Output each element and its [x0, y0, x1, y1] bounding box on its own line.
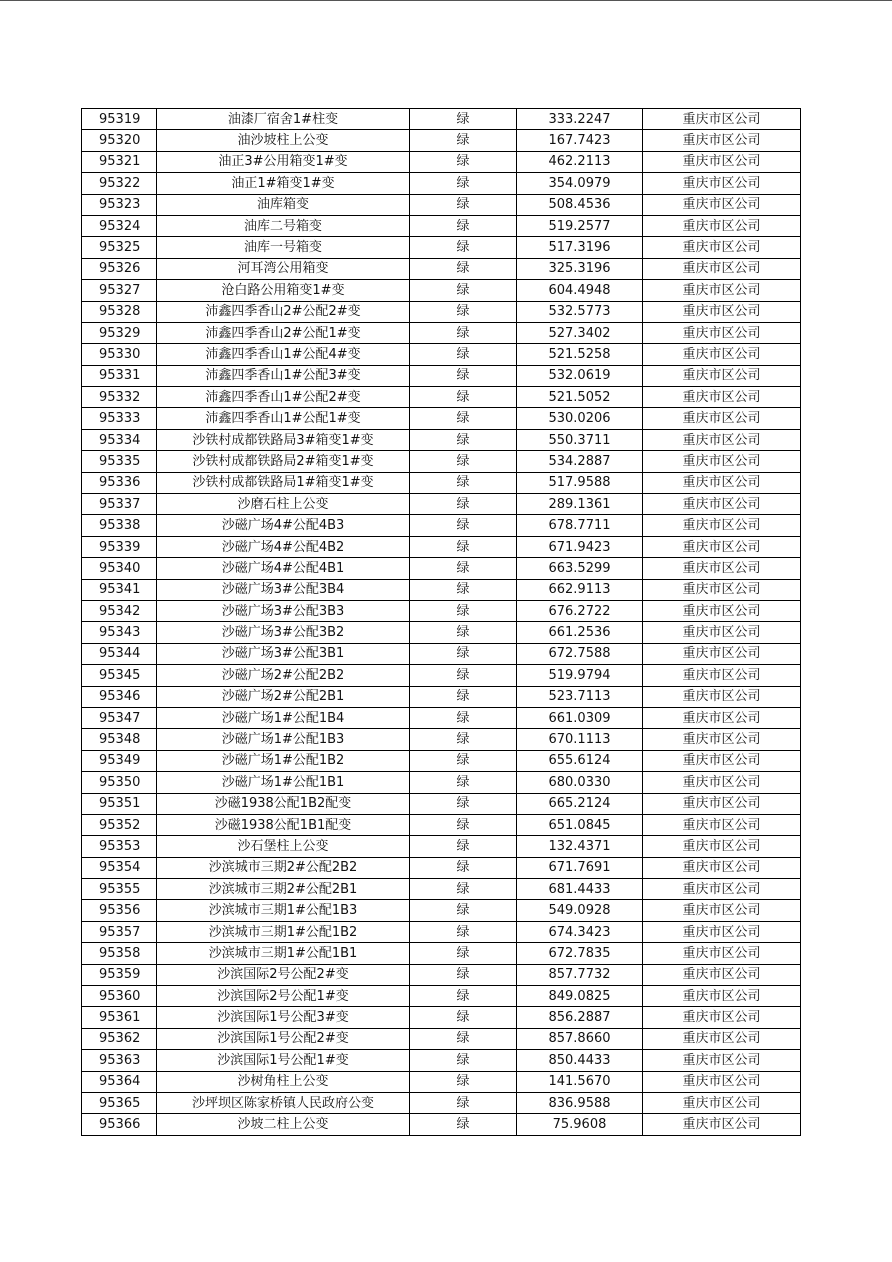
table-row	[82, 515, 801, 536]
table-row	[82, 707, 801, 728]
cell-value: 132.4371	[517, 836, 643, 857]
cell-name: 油库箱变	[157, 194, 410, 215]
cell-company: 重庆市区公司	[643, 536, 801, 557]
cell-name: 沛鑫四季香山2#公配1#变	[157, 322, 410, 343]
cell-name: 沙磁广场1#公配1B1	[157, 772, 410, 793]
cell-company: 重庆市区公司	[643, 173, 801, 194]
cell-name: 油库一号箱变	[157, 237, 410, 258]
table-row	[82, 215, 801, 236]
cell-value: 354.0979	[517, 173, 643, 194]
cell-color: 绿	[410, 686, 517, 707]
table-row	[82, 1028, 801, 1049]
cell-name: 沙滨城市三期1#公配1B2	[157, 921, 410, 942]
cell-name: 沙铁村成都铁路局3#箱变1#变	[157, 429, 410, 450]
cell-value: 75.9608	[517, 1114, 643, 1135]
cell-name: 沙磁广场2#公配2B2	[157, 665, 410, 686]
table-row	[82, 750, 801, 771]
cell-value: 651.0845	[517, 814, 643, 835]
cell-id: 95335	[82, 451, 157, 472]
table-row	[82, 494, 801, 515]
cell-name: 沛鑫四季香山1#公配3#变	[157, 365, 410, 386]
table-row	[82, 258, 801, 279]
cell-id: 95352	[82, 814, 157, 835]
cell-id: 95340	[82, 558, 157, 579]
cell-name: 油正3#公用箱变1#变	[157, 151, 410, 172]
cell-id: 95366	[82, 1114, 157, 1135]
cell-company: 重庆市区公司	[643, 558, 801, 579]
cell-value: 519.9794	[517, 665, 643, 686]
cell-company: 重庆市区公司	[643, 494, 801, 515]
table-row	[82, 109, 801, 130]
cell-company: 重庆市区公司	[643, 814, 801, 835]
table-row	[82, 451, 801, 472]
cell-color: 绿	[410, 344, 517, 365]
cell-name: 沙磁1938公配1B1配变	[157, 814, 410, 835]
cell-color: 绿	[410, 772, 517, 793]
cell-company: 重庆市区公司	[643, 130, 801, 151]
cell-color: 绿	[410, 515, 517, 536]
cell-color: 绿	[410, 900, 517, 921]
cell-name: 沙树角柱上公变	[157, 1071, 410, 1092]
cell-company: 重庆市区公司	[643, 515, 801, 536]
cell-name: 沙磁广场4#公配4B3	[157, 515, 410, 536]
cell-id: 95361	[82, 1007, 157, 1028]
table-row	[82, 921, 801, 942]
table-row	[82, 579, 801, 600]
cell-company: 重庆市区公司	[643, 579, 801, 600]
cell-color: 绿	[410, 943, 517, 964]
table-row	[82, 151, 801, 172]
cell-id: 95362	[82, 1028, 157, 1049]
cell-company: 重庆市区公司	[643, 707, 801, 728]
cell-company: 重庆市区公司	[643, 964, 801, 985]
cell-color: 绿	[410, 1071, 517, 1092]
cell-company: 重庆市区公司	[643, 622, 801, 643]
cell-id: 95344	[82, 643, 157, 664]
cell-value: 857.8660	[517, 1028, 643, 1049]
cell-name: 沙磁广场2#公配2B1	[157, 686, 410, 707]
cell-value: 530.0206	[517, 408, 643, 429]
cell-id: 95364	[82, 1071, 157, 1092]
cell-color: 绿	[410, 322, 517, 343]
table-row	[82, 964, 801, 985]
cell-company: 重庆市区公司	[643, 793, 801, 814]
cell-color: 绿	[410, 130, 517, 151]
cell-company: 重庆市区公司	[643, 215, 801, 236]
table-row	[82, 536, 801, 557]
cell-id: 95345	[82, 665, 157, 686]
table-row	[82, 879, 801, 900]
cell-company: 重庆市区公司	[643, 857, 801, 878]
cell-color: 绿	[410, 151, 517, 172]
cell-name: 沙铁村成都铁路局1#箱变1#变	[157, 472, 410, 493]
cell-company: 重庆市区公司	[643, 943, 801, 964]
cell-name: 沙磁广场4#公配4B1	[157, 558, 410, 579]
cell-value: 141.5670	[517, 1071, 643, 1092]
cell-company: 重庆市区公司	[643, 344, 801, 365]
cell-color: 绿	[410, 451, 517, 472]
cell-value: 519.2577	[517, 215, 643, 236]
cell-company: 重庆市区公司	[643, 472, 801, 493]
cell-id: 95337	[82, 494, 157, 515]
cell-color: 绿	[410, 109, 517, 130]
cell-value: 681.4433	[517, 879, 643, 900]
cell-company: 重庆市区公司	[643, 408, 801, 429]
cell-color: 绿	[410, 707, 517, 728]
cell-name: 沙磁广场3#公配3B4	[157, 579, 410, 600]
cell-company: 重庆市区公司	[643, 1028, 801, 1049]
cell-value: 674.3423	[517, 921, 643, 942]
table-row	[82, 408, 801, 429]
cell-value: 849.0825	[517, 986, 643, 1007]
cell-color: 绿	[410, 600, 517, 621]
cell-color: 绿	[410, 814, 517, 835]
cell-id: 95363	[82, 1050, 157, 1071]
cell-company: 重庆市区公司	[643, 665, 801, 686]
cell-id: 95324	[82, 215, 157, 236]
cell-color: 绿	[410, 301, 517, 322]
cell-color: 绿	[410, 1092, 517, 1113]
cell-id: 95338	[82, 515, 157, 536]
cell-id: 95365	[82, 1092, 157, 1113]
cell-id: 95356	[82, 900, 157, 921]
cell-value: 532.5773	[517, 301, 643, 322]
cell-name: 沙铁村成都铁路局2#箱变1#变	[157, 451, 410, 472]
table-row	[82, 194, 801, 215]
cell-color: 绿	[410, 558, 517, 579]
cell-color: 绿	[410, 964, 517, 985]
cell-company: 重庆市区公司	[643, 301, 801, 322]
table-row	[82, 793, 801, 814]
cell-value: 662.9113	[517, 579, 643, 600]
cell-name: 沙磁广场4#公配4B2	[157, 536, 410, 557]
table-row	[82, 943, 801, 964]
cell-value: 856.2887	[517, 1007, 643, 1028]
table-row	[82, 814, 801, 835]
table-row	[82, 900, 801, 921]
cell-id: 95330	[82, 344, 157, 365]
cell-value: 678.7711	[517, 515, 643, 536]
cell-color: 绿	[410, 237, 517, 258]
cell-company: 重庆市区公司	[643, 686, 801, 707]
table-row	[82, 857, 801, 878]
table-row	[82, 986, 801, 1007]
cell-company: 重庆市区公司	[643, 237, 801, 258]
cell-company: 重庆市区公司	[643, 1071, 801, 1092]
table-row	[82, 600, 801, 621]
cell-company: 重庆市区公司	[643, 151, 801, 172]
cell-name: 沙滨城市三期2#公配2B2	[157, 857, 410, 878]
cell-id: 95347	[82, 707, 157, 728]
cell-name: 沙滨城市三期1#公配1B1	[157, 943, 410, 964]
cell-company: 重庆市区公司	[643, 429, 801, 450]
cell-id: 95334	[82, 429, 157, 450]
cell-company: 重庆市区公司	[643, 194, 801, 215]
cell-color: 绿	[410, 1050, 517, 1071]
cell-name: 油漆厂宿舍1#柱变	[157, 109, 410, 130]
cell-value: 671.9423	[517, 536, 643, 557]
cell-id: 95350	[82, 772, 157, 793]
cell-value: 333.2247	[517, 109, 643, 130]
cell-name: 油正1#箱变1#变	[157, 173, 410, 194]
table-row	[82, 365, 801, 386]
cell-color: 绿	[410, 280, 517, 301]
table-row	[82, 173, 801, 194]
cell-id: 95322	[82, 173, 157, 194]
cell-company: 重庆市区公司	[643, 836, 801, 857]
cell-id: 95331	[82, 365, 157, 386]
cell-color: 绿	[410, 857, 517, 878]
cell-value: 517.3196	[517, 237, 643, 258]
cell-name: 沙滨国际1号公配2#变	[157, 1028, 410, 1049]
cell-name: 沙磁广场3#公配3B3	[157, 600, 410, 621]
cell-color: 绿	[410, 1028, 517, 1049]
cell-color: 绿	[410, 921, 517, 942]
cell-name: 沛鑫四季香山1#公配4#变	[157, 344, 410, 365]
cell-id: 95320	[82, 130, 157, 151]
cell-value: 508.4536	[517, 194, 643, 215]
cell-id: 95342	[82, 600, 157, 621]
cell-value: 836.9588	[517, 1092, 643, 1113]
table-row	[82, 1092, 801, 1113]
cell-name: 油库二号箱变	[157, 215, 410, 236]
cell-company: 重庆市区公司	[643, 451, 801, 472]
cell-id: 95332	[82, 387, 157, 408]
cell-value: 665.2124	[517, 793, 643, 814]
cell-name: 沙滨国际2号公配1#变	[157, 986, 410, 1007]
cell-color: 绿	[410, 387, 517, 408]
cell-company: 重庆市区公司	[643, 365, 801, 386]
cell-id: 95360	[82, 986, 157, 1007]
cell-id: 95355	[82, 879, 157, 900]
cell-value: 672.7835	[517, 943, 643, 964]
cell-value: 167.7423	[517, 130, 643, 151]
cell-value: 663.5299	[517, 558, 643, 579]
cell-id: 95323	[82, 194, 157, 215]
cell-value: 661.0309	[517, 707, 643, 728]
cell-name: 沙磁广场3#公配3B1	[157, 643, 410, 664]
cell-company: 重庆市区公司	[643, 750, 801, 771]
table-row	[82, 344, 801, 365]
table-row	[82, 1114, 801, 1135]
cell-name: 沙滨城市三期1#公配1B3	[157, 900, 410, 921]
cell-color: 绿	[410, 1114, 517, 1135]
cell-id: 95329	[82, 322, 157, 343]
cell-color: 绿	[410, 194, 517, 215]
table-body	[82, 109, 801, 1136]
table-row	[82, 558, 801, 579]
cell-company: 重庆市区公司	[643, 387, 801, 408]
cell-name: 沙石堡柱上公变	[157, 836, 410, 857]
cell-value: 670.1113	[517, 729, 643, 750]
cell-name: 沙坡二柱上公变	[157, 1114, 410, 1135]
page-top-border	[0, 0, 892, 1]
table-row	[82, 280, 801, 301]
cell-value: 517.9588	[517, 472, 643, 493]
cell-id: 95321	[82, 151, 157, 172]
cell-id: 95353	[82, 836, 157, 857]
cell-color: 绿	[410, 1007, 517, 1028]
cell-id: 95327	[82, 280, 157, 301]
cell-name: 沙滨国际1号公配1#变	[157, 1050, 410, 1071]
cell-id: 95359	[82, 964, 157, 985]
cell-name: 沙滨国际1号公配3#变	[157, 1007, 410, 1028]
cell-color: 绿	[410, 836, 517, 857]
table-row	[82, 622, 801, 643]
cell-color: 绿	[410, 429, 517, 450]
cell-name: 沧白路公用箱变1#变	[157, 280, 410, 301]
cell-company: 重庆市区公司	[643, 921, 801, 942]
cell-value: 549.0928	[517, 900, 643, 921]
cell-name: 沙磁1938公配1B2配变	[157, 793, 410, 814]
cell-company: 重庆市区公司	[643, 729, 801, 750]
cell-value: 676.2722	[517, 600, 643, 621]
cell-color: 绿	[410, 494, 517, 515]
cell-name: 沛鑫四季香山1#公配1#变	[157, 408, 410, 429]
cell-id: 95341	[82, 579, 157, 600]
cell-color: 绿	[410, 665, 517, 686]
table-row	[82, 836, 801, 857]
cell-value: 655.6124	[517, 750, 643, 771]
cell-id: 95339	[82, 536, 157, 557]
cell-company: 重庆市区公司	[643, 986, 801, 1007]
cell-value: 672.7588	[517, 643, 643, 664]
cell-id: 95336	[82, 472, 157, 493]
cell-name: 沙磨石柱上公变	[157, 494, 410, 515]
cell-value: 534.2887	[517, 451, 643, 472]
cell-id: 95354	[82, 857, 157, 878]
cell-color: 绿	[410, 408, 517, 429]
table-row	[82, 429, 801, 450]
table-row	[82, 729, 801, 750]
cell-company: 重庆市区公司	[643, 772, 801, 793]
cell-company: 重庆市区公司	[643, 109, 801, 130]
table-row	[82, 686, 801, 707]
cell-value: 521.5258	[517, 344, 643, 365]
cell-id: 95346	[82, 686, 157, 707]
cell-id: 95357	[82, 921, 157, 942]
cell-value: 527.3402	[517, 322, 643, 343]
cell-color: 绿	[410, 750, 517, 771]
cell-color: 绿	[410, 643, 517, 664]
cell-name: 沙滨城市三期2#公配2B1	[157, 879, 410, 900]
cell-company: 重庆市区公司	[643, 1114, 801, 1135]
cell-company: 重庆市区公司	[643, 280, 801, 301]
cell-id: 95351	[82, 793, 157, 814]
table-row	[82, 130, 801, 151]
cell-id: 95343	[82, 622, 157, 643]
cell-value: 671.7691	[517, 857, 643, 878]
cell-id: 95333	[82, 408, 157, 429]
cell-name: 沙坪坝区陈家桥镇人民政府公变	[157, 1092, 410, 1113]
cell-value: 604.4948	[517, 280, 643, 301]
cell-name: 沙磁广场1#公配1B2	[157, 750, 410, 771]
table-row	[82, 387, 801, 408]
cell-company: 重庆市区公司	[643, 600, 801, 621]
cell-id: 95328	[82, 301, 157, 322]
cell-color: 绿	[410, 173, 517, 194]
cell-color: 绿	[410, 365, 517, 386]
cell-name: 沙磁广场1#公配1B3	[157, 729, 410, 750]
cell-value: 661.2536	[517, 622, 643, 643]
cell-value: 532.0619	[517, 365, 643, 386]
cell-company: 重庆市区公司	[643, 1007, 801, 1028]
cell-name: 沛鑫四季香山1#公配2#变	[157, 387, 410, 408]
cell-name: 油沙坡柱上公变	[157, 130, 410, 151]
table-row	[82, 1071, 801, 1092]
cell-value: 325.3196	[517, 258, 643, 279]
table-row	[82, 665, 801, 686]
cell-company: 重庆市区公司	[643, 258, 801, 279]
cell-company: 重庆市区公司	[643, 322, 801, 343]
table-row	[82, 1050, 801, 1071]
cell-color: 绿	[410, 258, 517, 279]
cell-name: 沛鑫四季香山2#公配2#变	[157, 301, 410, 322]
cell-color: 绿	[410, 622, 517, 643]
table-row	[82, 472, 801, 493]
cell-name: 河耳湾公用箱变	[157, 258, 410, 279]
cell-company: 重庆市区公司	[643, 1092, 801, 1113]
cell-id: 95319	[82, 109, 157, 130]
cell-id: 95348	[82, 729, 157, 750]
table-row	[82, 643, 801, 664]
cell-company: 重庆市区公司	[643, 900, 801, 921]
cell-value: 550.3711	[517, 429, 643, 450]
cell-name: 沙滨国际2号公配2#变	[157, 964, 410, 985]
cell-value: 850.4433	[517, 1050, 643, 1071]
table-row	[82, 322, 801, 343]
cell-company: 重庆市区公司	[643, 1050, 801, 1071]
cell-id: 95326	[82, 258, 157, 279]
cell-value: 857.7732	[517, 964, 643, 985]
cell-color: 绿	[410, 793, 517, 814]
cell-color: 绿	[410, 536, 517, 557]
cell-id: 95349	[82, 750, 157, 771]
cell-company: 重庆市区公司	[643, 643, 801, 664]
cell-id: 95358	[82, 943, 157, 964]
cell-value: 289.1361	[517, 494, 643, 515]
table-row	[82, 301, 801, 322]
cell-value: 462.2113	[517, 151, 643, 172]
cell-color: 绿	[410, 579, 517, 600]
cell-color: 绿	[410, 986, 517, 1007]
cell-value: 523.7113	[517, 686, 643, 707]
table-row	[82, 772, 801, 793]
table-row	[82, 1007, 801, 1028]
cell-value: 680.0330	[517, 772, 643, 793]
cell-color: 绿	[410, 472, 517, 493]
cell-id: 95325	[82, 237, 157, 258]
cell-name: 沙磁广场3#公配3B2	[157, 622, 410, 643]
cell-color: 绿	[410, 879, 517, 900]
cell-color: 绿	[410, 729, 517, 750]
cell-company: 重庆市区公司	[643, 879, 801, 900]
cell-color: 绿	[410, 215, 517, 236]
data-table	[81, 108, 801, 1136]
cell-value: 521.5052	[517, 387, 643, 408]
cell-name: 沙磁广场1#公配1B4	[157, 707, 410, 728]
table-row	[82, 237, 801, 258]
